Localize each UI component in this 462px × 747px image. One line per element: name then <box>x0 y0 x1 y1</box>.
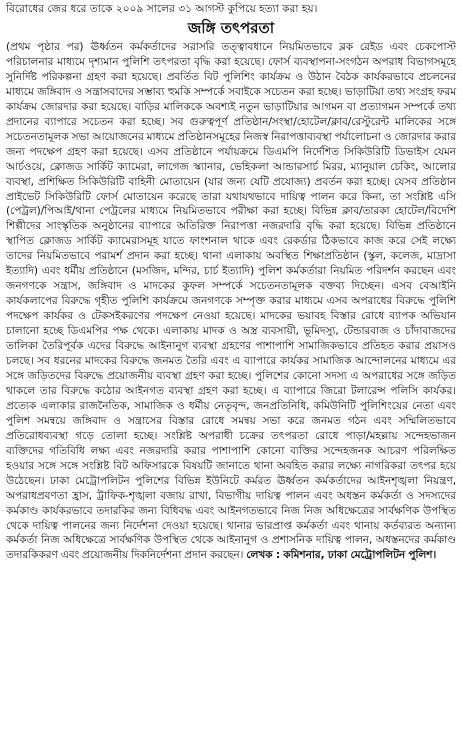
article-page <box>4 2 458 744</box>
article-heading: জঙ্গি তৎপরতা <box>187 19 275 37</box>
previous-article-tail: বিরোধের জের ধরে তাকে ২০০৯ সালের ৩১ আগস্ট কুপিয়ে হত্যা করা হয়। <box>6 3 318 15</box>
article-body <box>4 40 458 563</box>
author-credit: লেখক : কমিশনার, ঢাকা মেট্রোপলিটন পুলিশ। <box>246 549 437 562</box>
article-body-text: ঊর্ধ্বতন কর্মকর্তাদের সরাসরি তত্ত্বাবধানে নিয়মিতভাবে ব্লক রেইড এবং চেকপোস্ট পরিচালনার মাধ্যমে দৃশ্যমান পুলিশি তৎপরতা বৃদ্ধি করা হয়েছে। ফোর্স ব্যবস্থাপনা-সংগঠন অপরাধ বিভাগসমূহে সুনির্দিষ্ট পরিকল্পনা গ্রহণ করা হয়েছে। প্রবর্তিত বিট পুলিশিং কার্যক্রম ও উঠান বৈঠক কার্যকরভাবে প্রচলনের মাধ্যমে জঙ্গিবাদ ও সন্ত্রাসবাদের সম্ভাব্য হুমকি সম্পর্কে সবাইকে সচেতন করা হচ্ছে। ভাড়াটিয়া তথ্য সংগ্রহ ফরম কার্যক্রম জোরদার করা হয়েছে। বাড়ির মালিককে অবশ্যই নতুন ভাড়াটিয়ার আগমন বা প্রত্যাগমন সম্পর্কে তথ্য প্রদানের ব্যাপারে সচেতন করা হচ্ছে। সব গুরুত্বপূর্ণ প্রতিষ্ঠান/সংস্থা/হোটেল/ক্লাব/রেস্টুরেন্ট মালিকের সঙ্গে সচেতনতামূলক সভা আয়োজনের মাধ্যমে প্রতিষ্ঠানসমূহের নিজস্ব নিরাপত্তাব্যবস্থা পর্যালোচনা ও জোরদার করার জন্য পদক্ষেপ গ্রহণ করা হয়েছে। এসব প্রতিষ্ঠানে পর্যায়ক্রমে ডিএমপি নির্দেশিত সিকিউরিটি ডিভাইস যেমন আর্চওয়ে, ক্লোজড সার্কিট ক্যামেরা, লাগেজ স্ক্যানার, ভেহিকলা আন্ডারসার্চ মিরর, ম্যানুয়াল চেকিং, আলোর ব্যবস্থা, প্রশিক্ষিত সিকিউরিটি বাহিনী মোতায়েন (যার জন্য যেটি প্রযোজ্য) প্রবর্তন করা হচ্ছে। যেসব প্রতিষ্ঠান প্রাইভেট সিকিউরিটি ফোর্স মোতায়েন করেছে তারা যথাযথভাবে দায়িত্ব পালন করে কিনা, তা সংশ্লিষ্ট এসি (পেট্রল)/পিআই/থানা পেট্রলের মাধ্যমে নিয়মিতভাবে পরীক্ষা করা হচ্ছে। বিভিন্ন ক্লাব/তারকা হোটেল/বিদেশি শিল্পীদের সাংস্কৃতিক অনুষ্ঠানের ব্যাপারে অতিরিক্ত নিরাপত্তা নজরদারি বৃদ্ধি করা হয়েছে। বিভিন্ন প্রতিষ্ঠানে স্থাপিত ক্লোজড সার্কিট ক্যামেরাসমূহ যাতে ফাংশনাল থাকে এবং রেকর্ডার ঠিকভাবে কাজ করে সেই লক্ষ্যে তাদের নিয়মিতভাবে পরামর্শ প্রদান করা হচ্ছে। থানা এলাকায় অবস্থিত শিক্ষাপ্রতিষ্ঠান (স্কুল, কলেজ, মাদ্রাসা ইত্যাদি) এবং ধর্মীয় প্রতিষ্ঠানে (মসজিদ, মন্দির, চার্চ ইত্যাদি) পুলিশ কর্মকর্তারা নিয়মিত পরিদর্শন করছেন এবং জনগণকে সন্ত্রাস, জঙ্গিবাদ ও মাদকের কুফল সম্পর্কে সচেতনতামূলক বক্তব্য দিচ্ছেন। এসব বেআইনি কার্যকলাপের বিরুদ্ধে গৃহীত পুলিশি কার্যক্রমে জনগণকে সম্পৃক্ত করার মাধ্যমে এসব অপরাধের বিরুদ্ধে পুলিশি পদক্ষেপ কার্যকর ও টেকসইকরণের পদক্ষেপ নেওয়া হয়েছে। মাদকের ভয়াবহ বিস্তার রোধে ব্যাপক অভিযান চালানো হচ্ছে ডিএমপির পক্ষ থেকে। এলাকায় মাদক ও অস্ত্র ব্যবসায়ী, ভূমিদস্যু, টেন্ডারবাজ ও চাঁদাবাজদের তালিকা তৈরিপূর্বক এদের বিরুদ্ধে আইনানুগ ব্যবস্থা গ্রহণের পাশাপাশি সামাজিকভাবে প্রতিহত করার প্রয়াসও চলছে। সব ধরনের মাদকের বিরুদ্ধে জনমত তৈরি এবং এ ব্যাপারে কার্যকর সামাজিক আন্দোলনের মাধ্যমে এর সঙ্গে জড়িতদের বিরুদ্ধে প্রয়োজনীয় ব্যবস্থা গ্রহণ করা হচ্ছে। পুলিশের কোনো সদস্য এ অপরাধের সঙ্গে জড়িত থাকলে তার বিরুদ্ধে কঠোর আইনগত ব্যবস্থা গ্রহণ করা হচ্ছে। এ ব্যাপারে জিরো টলারেন্স পলিসি কার্যকর। প্রত্যেক এলাকার রাজনৈতিক, সামাজিক ও ধর্মীয় নেতৃবৃন্দ, জনপ্রতিনিধি, কমিউনিটি পুলিশিংয়ের নেতা এবং পুলিশ সমন্বয়ে জঙ্গিবাদ ও সন্ত্রাসের বিস্তার রোধে সমন্বয় সভা করে জনমত গঠন এবং সম্মিলিতভাবে প্রতিরোধব্যবস্থা গড়ে তোলা হচ্ছে। সংশ্লিষ্ট অপরাধী চক্রের তৎপরতা রোধে পাড়া/মহল্লায় সন্দেহভাজন ব্যক্তিদের গতিবিধি লক্ষ্য এবং নজরদারি করার পাশাপাশি কোনো ব্যক্তির সন্দেহজনক আচরণ পরিলক্ষিত হওয়ার সঙ্গে সঙ্গে সংশ্লিষ্ট বিট অফিসারকে বিষয়টি জানাতে থানা অবহিত করার লক্ষ্যে নাগরিকরা তৎপর হয়ে উঠেছেন। ঢাকা মেট্রোপলিটন পুলিশের বিভিন্ন ইউনিটে কর্মরত ঊর্ধ্বতন কর্মকর্তাদের আইনশৃঙ্খলা নিয়ন্ত্রণ, অপরাধপ্রবণতা হ্রাস, ট্রাফিক-শৃঙ্খলা বজায় রাখা, বিভাগীয় দায়িত্ব পালন এবং অধস্তন কর্মকর্তা ও সদস্যদের কর্মকাণ্ড কার্যকরভাবে তদারকির জন্য বিধিবদ্ধ এবং আইনগতভাবে নিজ নিজ অধিক্ষেত্রের সার্বক্ষণিক উপস্থিত থেকে দায়িত্ব পালনের জন্য নির্দেশনা দেওয়া হয়েছে। থানার ভারপ্রাপ্ত কর্মকর্তা এবং থানায় কর্তব্যরত অন্যান্য কর্মকর্তা নিজ অধিক্ষেত্রে সার্বক্ষণিক উপস্থিত থেকে আইনানুগ ও প্রশাসনিক দায়িত্ব পালন, অধস্তনদের কর্মকাণ্ড তদারকিকরণ এবং প্রয়োজনীয় দিকনির্দেশনা প্রদান করছেন। <box>6 41 456 562</box>
continuation-reference: (প্রথম পৃষ্ঠার পর) <box>6 41 84 53</box>
